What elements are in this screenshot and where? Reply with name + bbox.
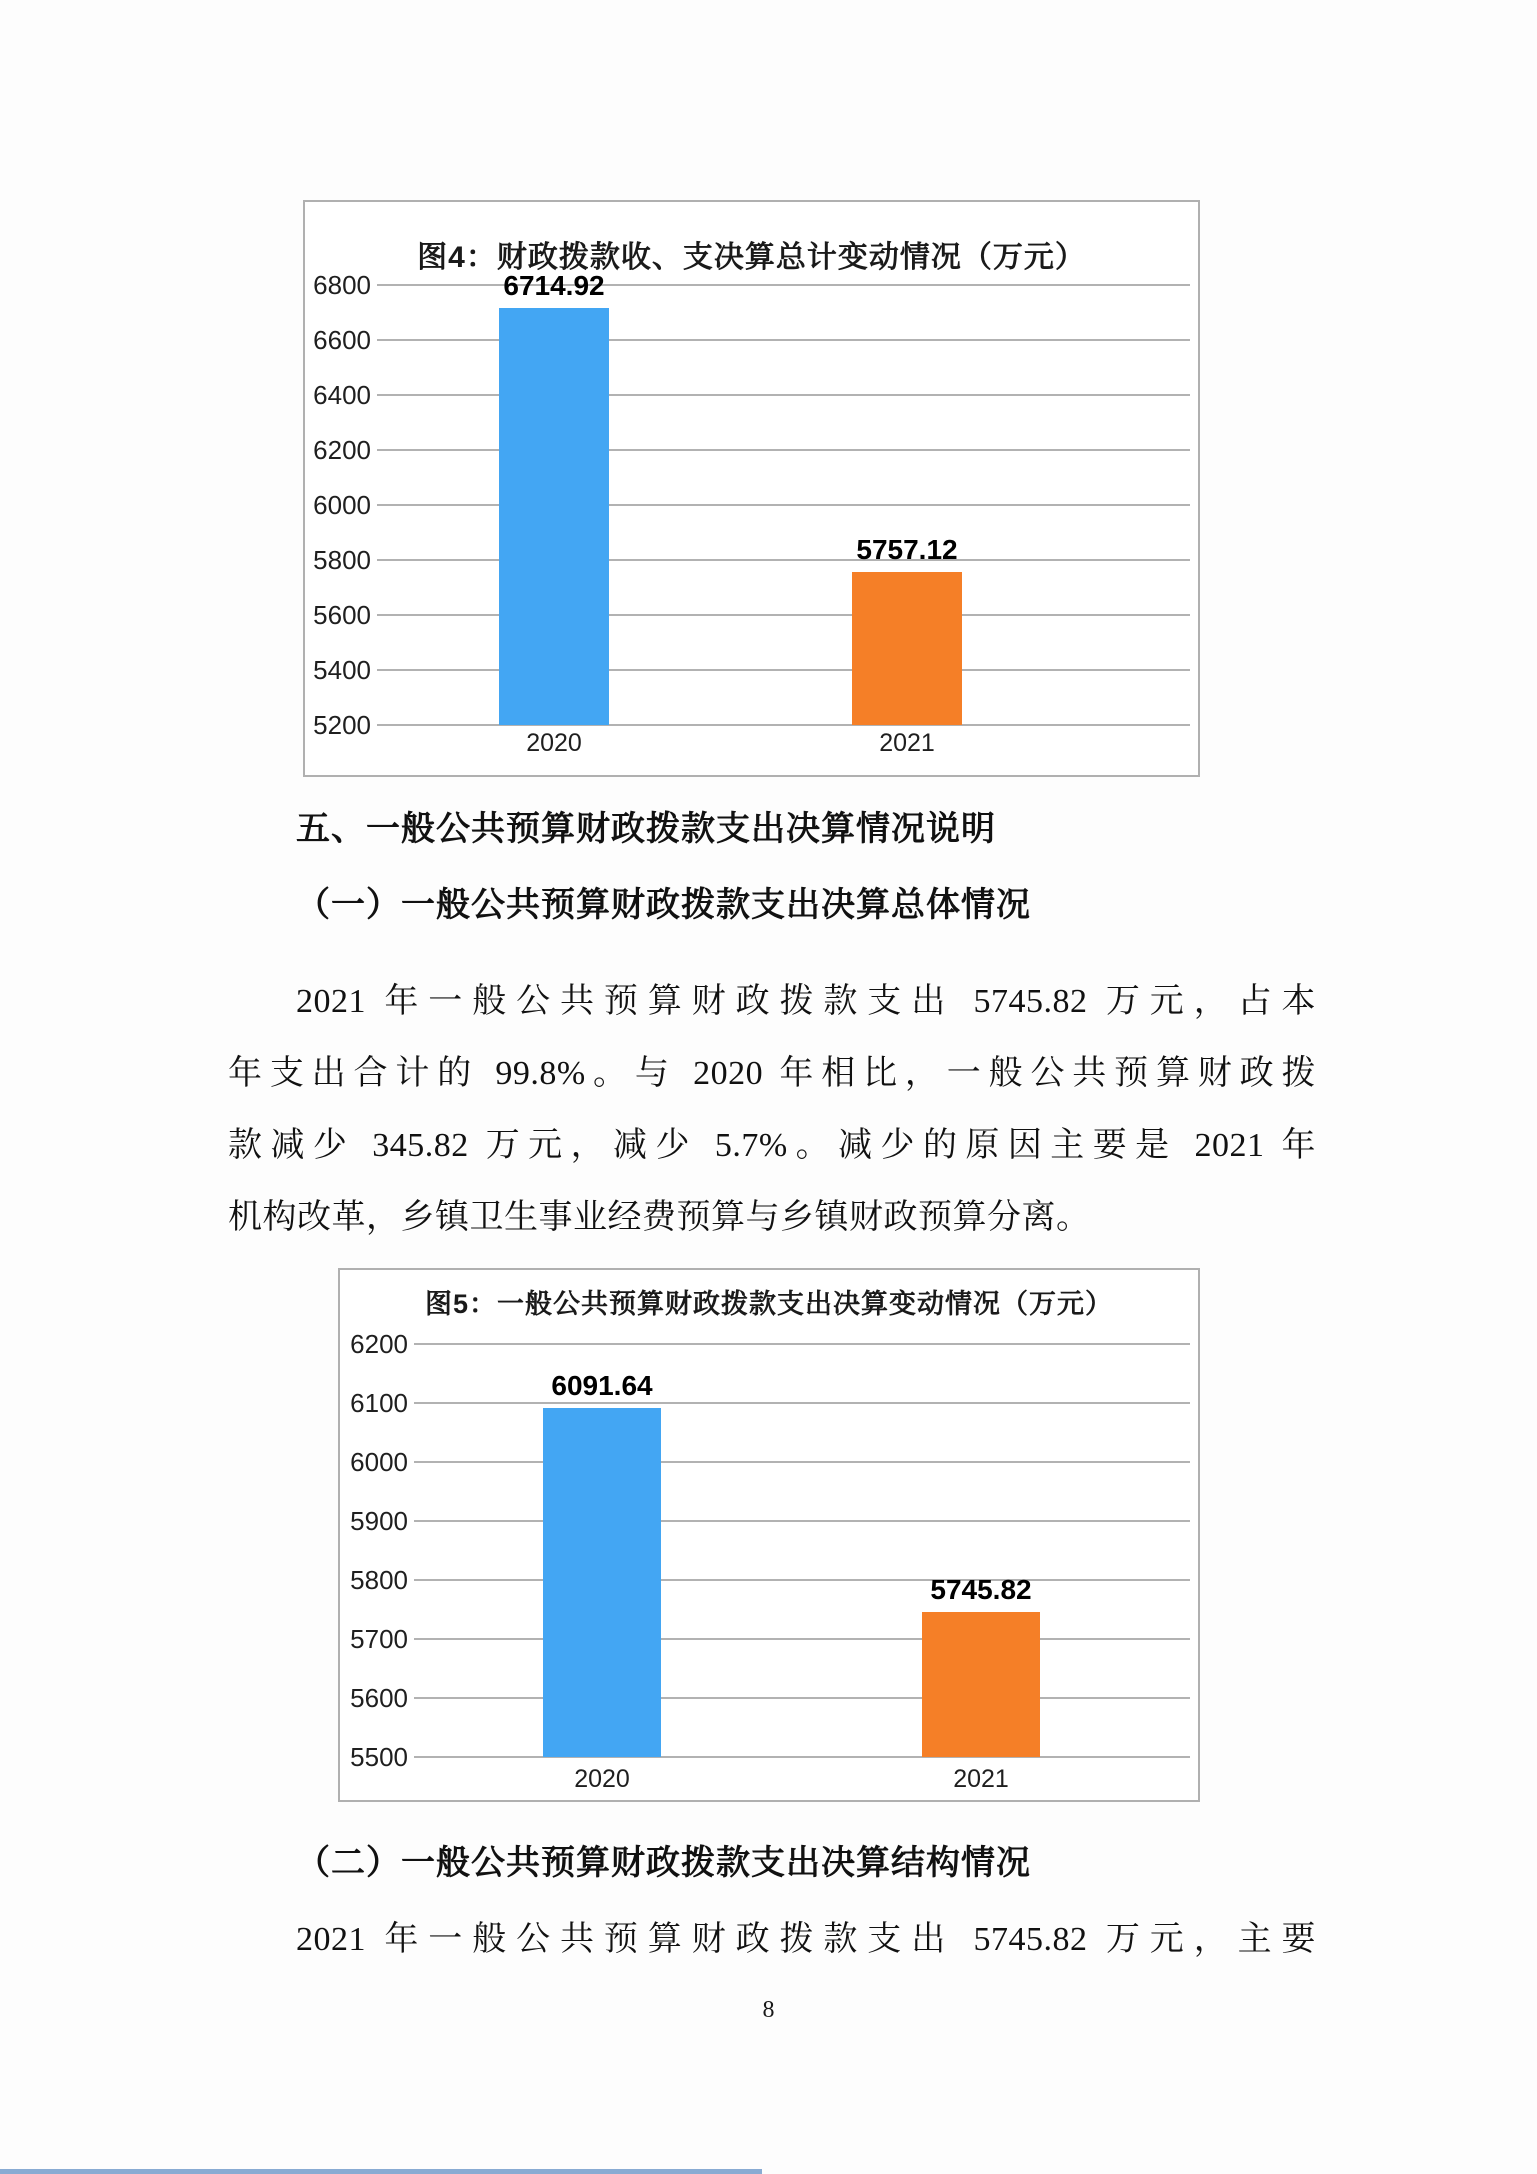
paragraph-line: 2021 年一般公共预算财政拨款支出 5745.82 万元，占本 [296, 983, 1316, 1020]
y-axis-tick-label: 5500 [350, 1742, 408, 1772]
bar-value-label: 5745.82 [930, 1574, 1032, 1605]
gridline [414, 1461, 1190, 1463]
gridline [414, 1520, 1190, 1522]
y-axis-tick-label: 5700 [350, 1624, 408, 1654]
figure-5-title: 图5：一般公共预算财政拨款支出决算变动情况（万元） [424, 1289, 1113, 1319]
paragraph-line: 2021 年一般公共预算财政拨款支出 5745.82 万元，主要 [296, 1921, 1316, 1958]
y-axis-tick-label: 6000 [350, 1447, 408, 1477]
paragraph-line: 款减少 345.82 万元，减少 5.7%。减少的原因主要是 2021 年 [228, 1127, 1316, 1164]
y-axis-tick-label: 5600 [313, 600, 371, 630]
x-axis-category-label: 2021 [879, 729, 935, 757]
y-axis-tick-label: 6600 [313, 325, 371, 355]
bar-value-label: 6714.92 [503, 270, 605, 301]
y-axis-tick-label: 5800 [350, 1565, 408, 1595]
y-axis-tick-label: 5900 [350, 1506, 408, 1536]
page-number: 8 [762, 1997, 775, 2023]
paragraph-1 [228, 966, 1316, 1254]
y-axis-tick-label: 6000 [313, 490, 371, 520]
gridline [414, 1579, 1190, 1581]
bar-2021 [922, 1612, 1040, 1757]
x-axis-category-label: 2021 [953, 1765, 1009, 1793]
bar-2021 [852, 572, 962, 725]
x-axis-category-label: 2020 [574, 1765, 630, 1793]
bar-value-label: 6091.64 [551, 1370, 653, 1401]
figure-4-chart [303, 200, 1200, 777]
gridline [414, 1402, 1190, 1404]
bar-2020 [543, 1408, 661, 1757]
next-page-table-edge-rule [0, 2169, 762, 2174]
section-heading-5: 五、一般公共预算财政拨款支出决算情况说明 [296, 811, 996, 848]
y-axis-tick-label: 6200 [350, 1329, 408, 1359]
paragraph-2 [228, 1916, 1316, 1964]
gridline [414, 1697, 1190, 1699]
y-axis-tick-label: 6800 [313, 270, 371, 300]
paragraph-line: 年支出合计的 99.8%。与 2020 年相比，一般公共预算财政拨 [228, 1055, 1316, 1092]
figure-4-title: 图4：财政拨款收、支决算总计变动情况（万元） [417, 241, 1086, 274]
figure-5-chart [338, 1268, 1200, 1802]
subsection-heading-2: （二）一般公共预算财政拨款支出决算结构情况 [296, 1845, 1031, 1882]
y-axis-tick-label: 5200 [313, 710, 371, 740]
bar-2020 [499, 308, 609, 725]
bar-value-label: 5757.12 [856, 534, 958, 565]
paragraph-line: 机构改革，乡镇卫生事业经费预算与乡镇财政预算分离。 [228, 1199, 1091, 1236]
plot-area [414, 1344, 1190, 1757]
y-axis-tick-label: 5600 [350, 1683, 408, 1713]
gridline [414, 1756, 1190, 1758]
gridline [414, 1638, 1190, 1640]
y-axis-tick-label: 5800 [313, 545, 371, 575]
x-axis-category-label: 2020 [526, 729, 582, 757]
subsection-heading-1: （一）一般公共预算财政拨款支出决算总体情况 [296, 887, 1031, 924]
plot-area [377, 270, 1190, 725]
y-axis-tick-label: 6100 [350, 1388, 408, 1418]
y-axis-tick-label: 6200 [313, 435, 371, 465]
y-axis-tick-label: 5400 [313, 655, 371, 685]
y-axis-tick-label: 6400 [313, 380, 371, 410]
gridline [414, 1343, 1190, 1345]
